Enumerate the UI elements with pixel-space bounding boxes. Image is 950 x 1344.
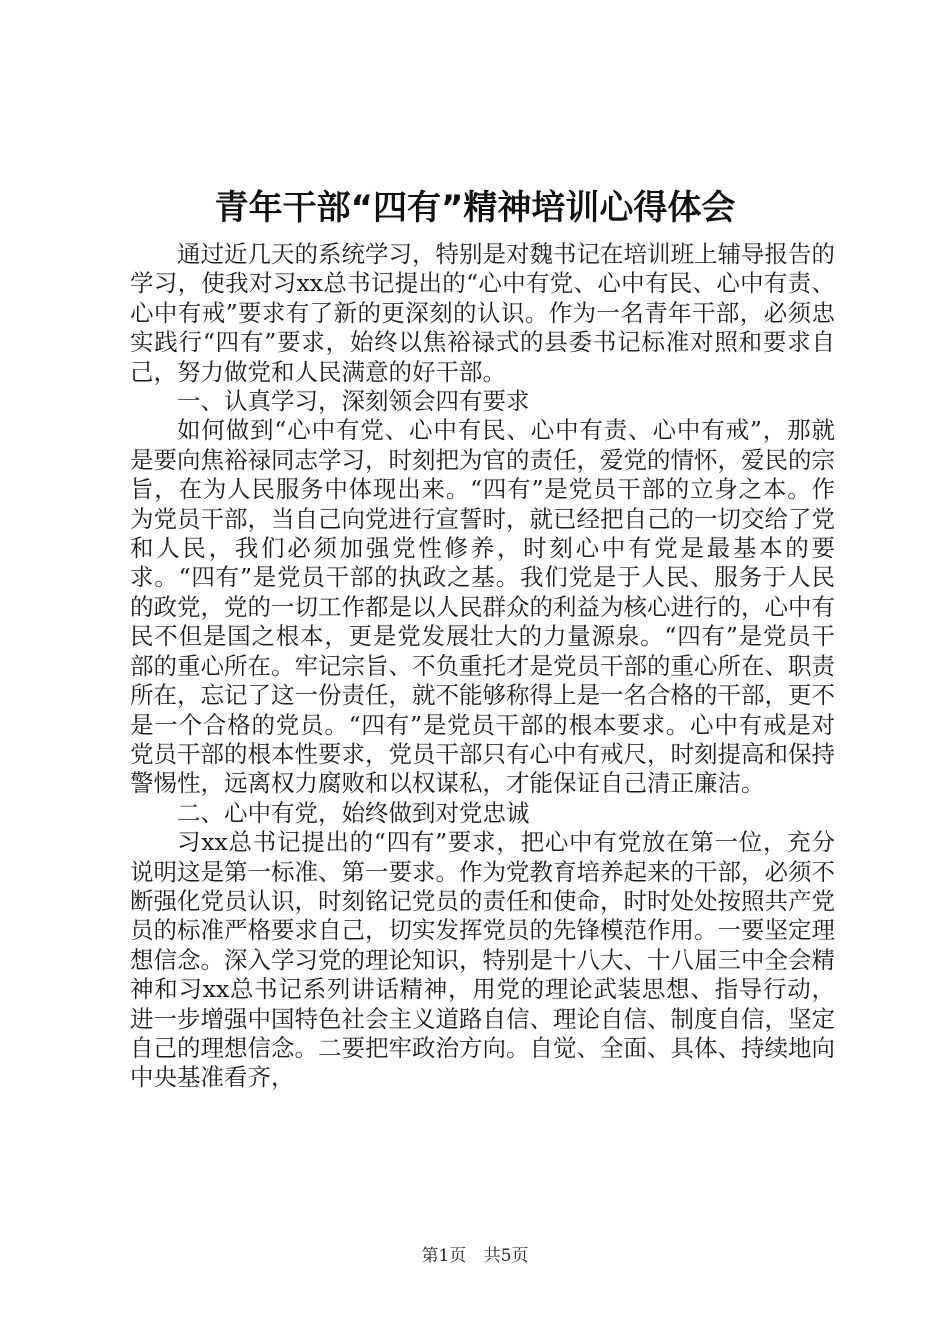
section-2-paragraph: 习xx总书记提出的“四有”要求，把心中有党放在第一位，充分说明这是第一标准、第一要求。作为党教育培养起来的干部，必须不断强化党员认识，时刻铭记党员的责任和使命，时时处处按照共产党员的标准严格要求自己，切实发挥党员的先锋模范作用。一要坚定理想信念。深入学习党的理论知识，特别是十八大、十八届三中全会精神和习xx总书记系列讲话精神，用党的理论武装思想、指导行动，进一步增强中国特色社会主义道路自信、理论自信、制度自信，坚定自己的理想信念。二要把牢政治方向。自觉、全面、具体、持续地向中央基准看齐， xyxy=(130,828,835,1092)
page-number: 第1页 xyxy=(421,1246,467,1266)
intro-paragraph: 通过近几天的系统学习，特别是对魏书记在培训班上辅导报告的学习，使我对习xx总书记提出的“心中有党、心中有民、心中有责、心中有戒”要求有了新的更深刻的认识。作为一名青年干部，必须忠实践行“四有”要求，始终以焦裕禄式的县委书记标准对照和要求自己，努力做党和人民满意的好干部。 xyxy=(130,240,835,386)
section-2-heading: 二、心中有党，始终做到对党忠诚 xyxy=(177,798,530,827)
document-body xyxy=(130,240,835,1093)
page-total: 共5页 xyxy=(483,1246,529,1266)
section-1-paragraph: 如何做到“心中有党、心中有民、心中有责、心中有戒”，那就是要向焦裕禄同志学习，时刻把为官的责任，爱党的情怀，爱民的宗旨，在为人民服务中体现出来。“四有”是党员干部的立身之本。作为党员干部，当自己向党进行宣誓时，就已经把自己的一切交给了党和人民，我们必须加强党性修养，时刻心中有党是最基本的要求。“四有”是党员干部的执政之基。我们党是于人民、服务于人民的政党，党的一切工作都是以人民群众的利益为核心进行的，心中有民不但是国之根本，更是党发展壮大的力量源泉。“四有”是党员干部的重心所在。牢记宗旨、不负重托才是党员干部的重心所在、职责所在，忘记了这一份责任，就不能够称得上是一名合格的干部，更不是一个合格的党员。“四有”是党员干部的根本要求。心中有戒是对党员干部的根本性要求，党员干部只有心中有戒尺，时刻提高和保持警惕性，远离权力腐败和以权谋私，才能保证自己清正廉洁。 xyxy=(130,416,835,798)
document-title: 青年干部“四有”精神培训心得体会 xyxy=(214,188,736,228)
section-1-heading: 一、认真学习，深刻领会四有要求 xyxy=(177,387,530,416)
page-footer xyxy=(0,1244,950,1268)
